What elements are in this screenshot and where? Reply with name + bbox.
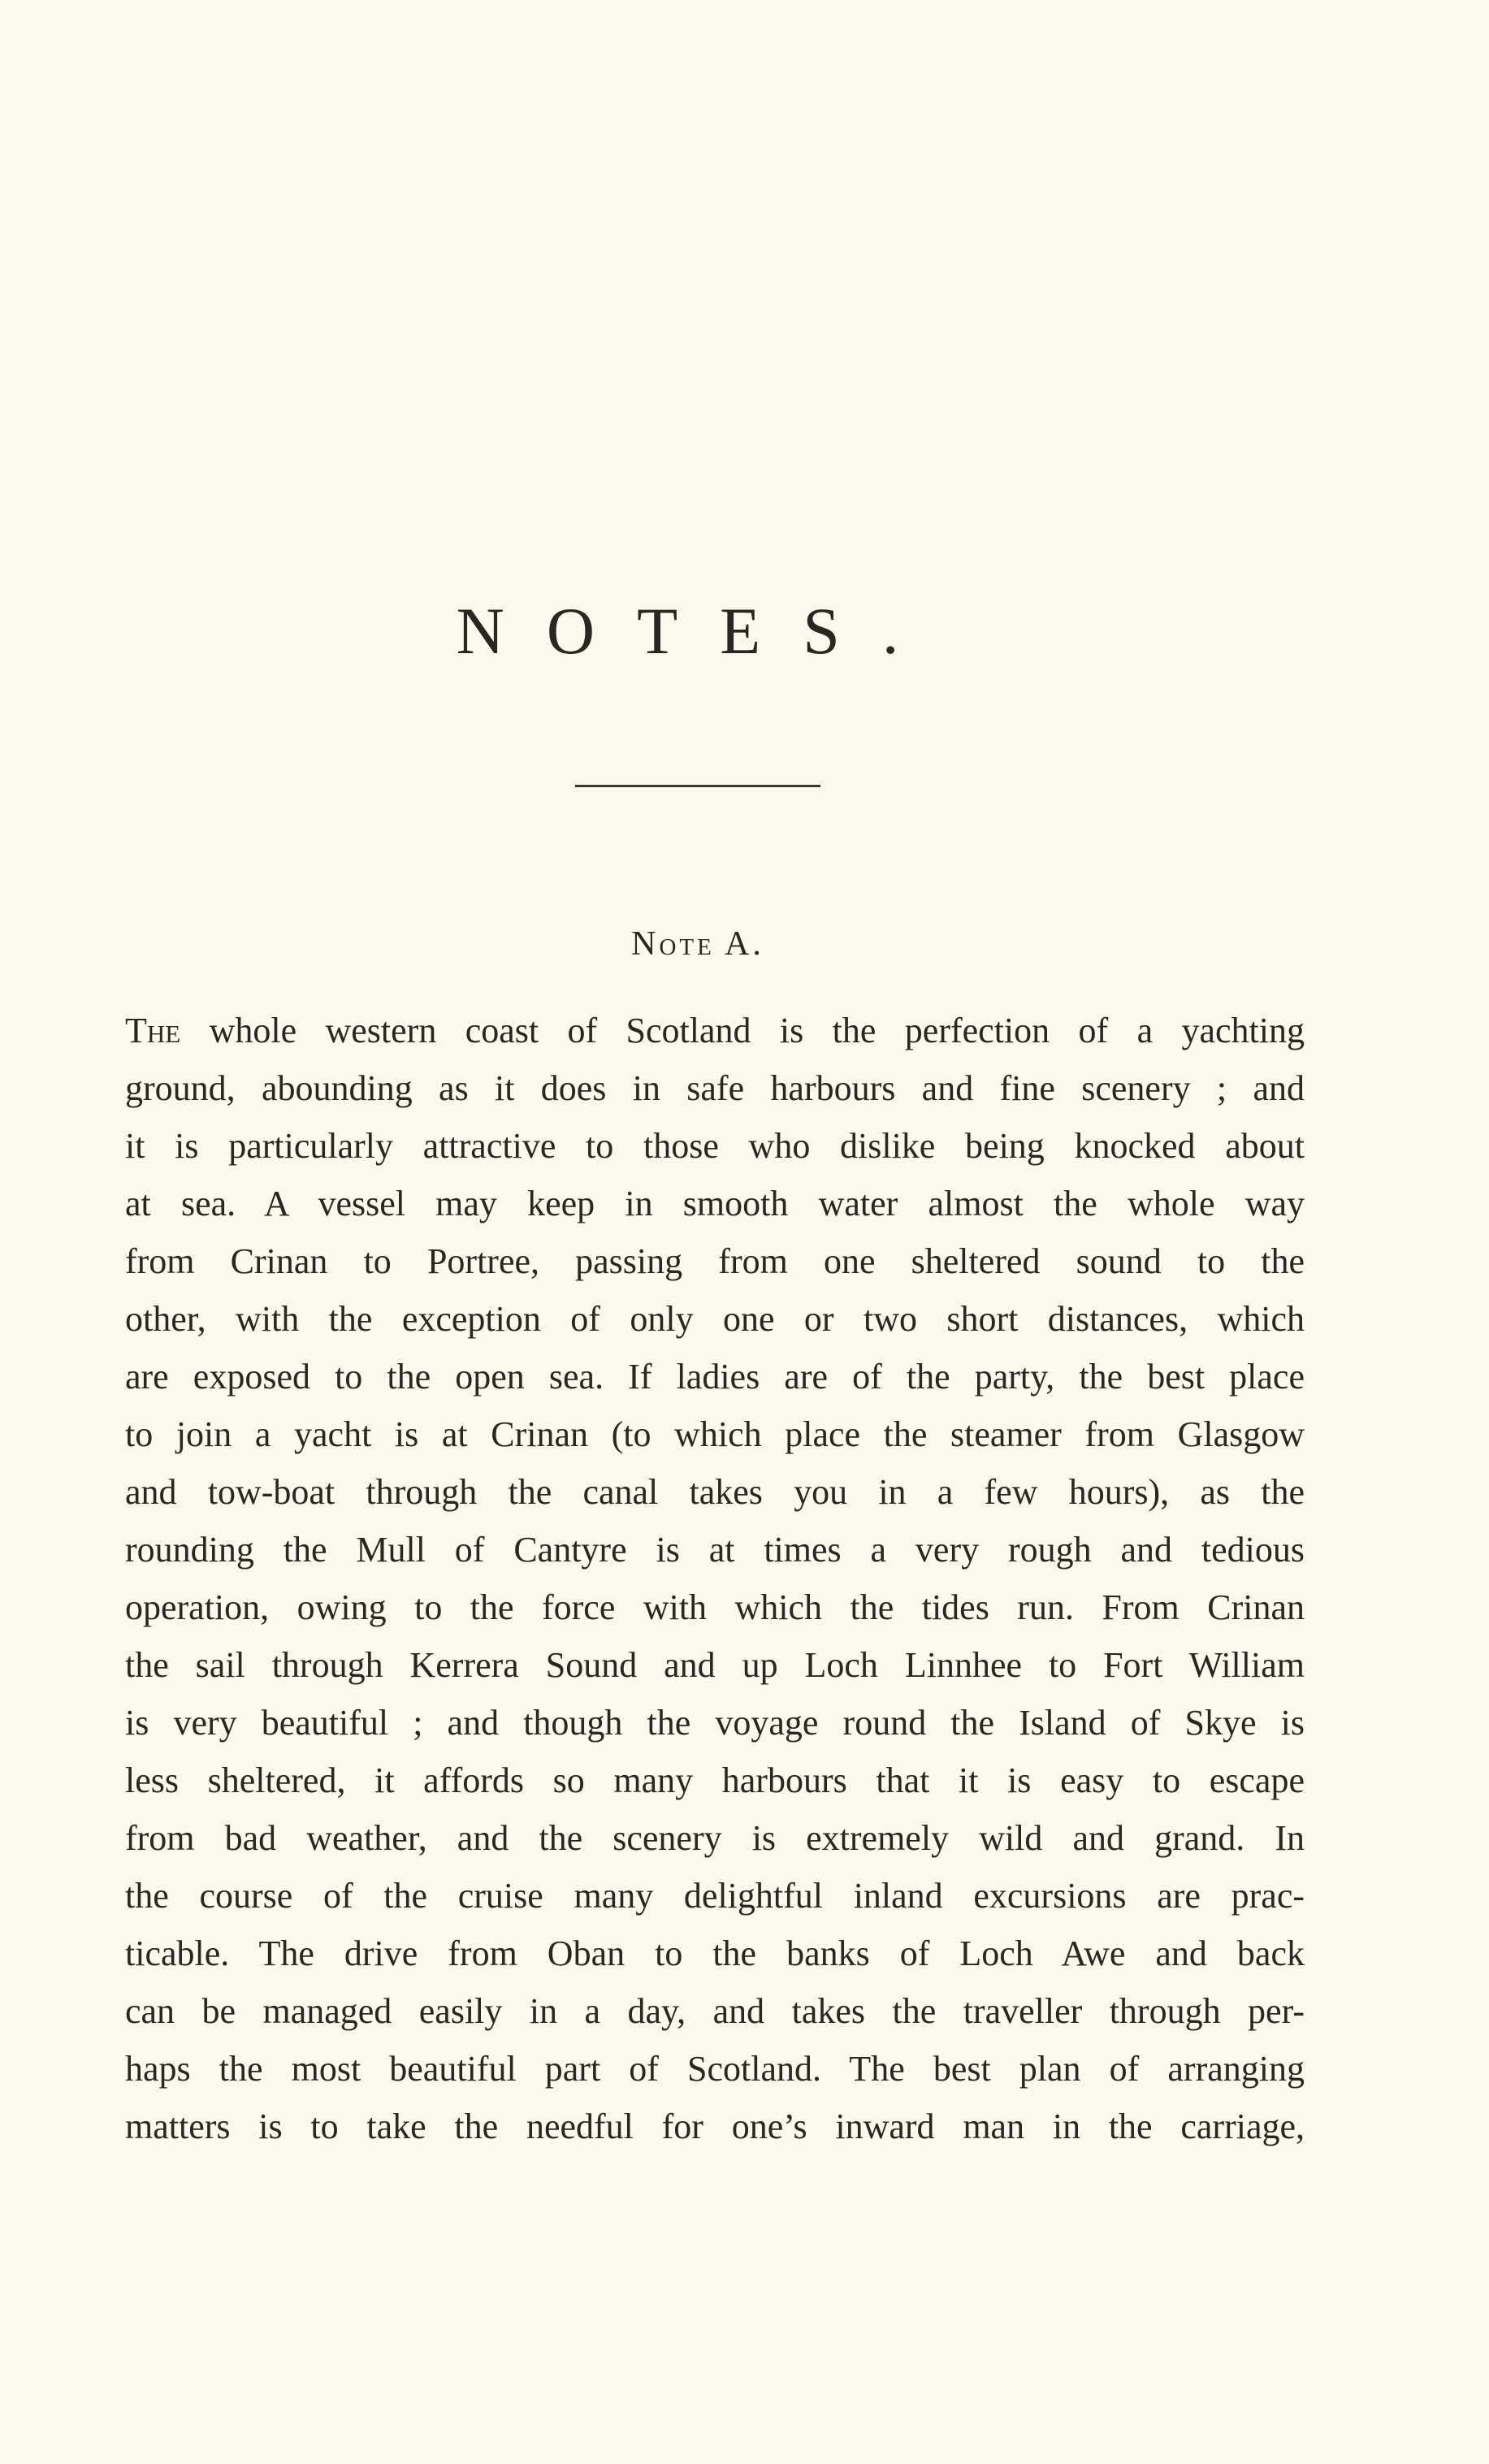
text-line: is very beautiful ; and though the voyage round the Island of Skye is <box>125 1703 1305 1743</box>
note-body <box>125 1002 1305 2155</box>
heading-divider <box>575 785 820 787</box>
text-line: other, with the exception of only one or two short distances, which <box>125 1299 1305 1339</box>
text-line: the course of the cruise many delightful inland excursions are prac- <box>125 1876 1305 1916</box>
text-line: are exposed to the open sea. If ladies are of the party, the best place <box>125 1357 1305 1397</box>
text-line: the sail through Kerrera Sound and up Loch Linnhee to Fort William <box>125 1645 1305 1685</box>
text-line <box>125 1002 1305 1059</box>
text-line: ground, abounding as it does in safe harbours and fine scenery ; and <box>125 1068 1305 1108</box>
text-line: ticable. The drive from Oban to the banks of Loch Awe and back <box>125 1934 1305 1973</box>
dropcap-word: The <box>125 1011 181 1050</box>
text-line: can be managed easily in a day, and takes the traveller through per- <box>125 1991 1305 2031</box>
text-line: matters is to take the needful for one’s inward man in the carriage, <box>125 2107 1305 2146</box>
text-line: to join a yacht is at Crinan (to which place the steamer from Glasgow <box>125 1414 1305 1454</box>
text-line-rest: whole western coast of Scotland is the perfection of a yachting <box>180 1011 1305 1050</box>
text-line: from bad weather, and the scenery is extremely wild and grand. In <box>125 1818 1305 1858</box>
page-heading: NOTES. <box>456 594 941 668</box>
text-line: less sheltered, it affords so many harbours that it is easy to escape <box>125 1760 1305 1800</box>
text-line: haps the most beautiful part of Scotland. The best plan of arranging <box>125 2049 1305 2089</box>
note-title: Note A. <box>631 925 764 963</box>
text-line: operation, owing to the force with which the tides run. From Crinan <box>125 1587 1305 1627</box>
text-line: it is particularly attractive to those who dislike being knocked about <box>125 1126 1305 1166</box>
text-line: and tow-boat through the canal takes you in a few hours), as the <box>125 1472 1305 1512</box>
text-line: from Crinan to Portree, passing from one sheltered sound to the <box>125 1241 1305 1281</box>
text-line: at sea. A vessel may keep in smooth water almost the whole way <box>125 1184 1305 1223</box>
text-line: rounding the Mull of Cantyre is at times a very rough and tedious <box>125 1530 1305 1570</box>
